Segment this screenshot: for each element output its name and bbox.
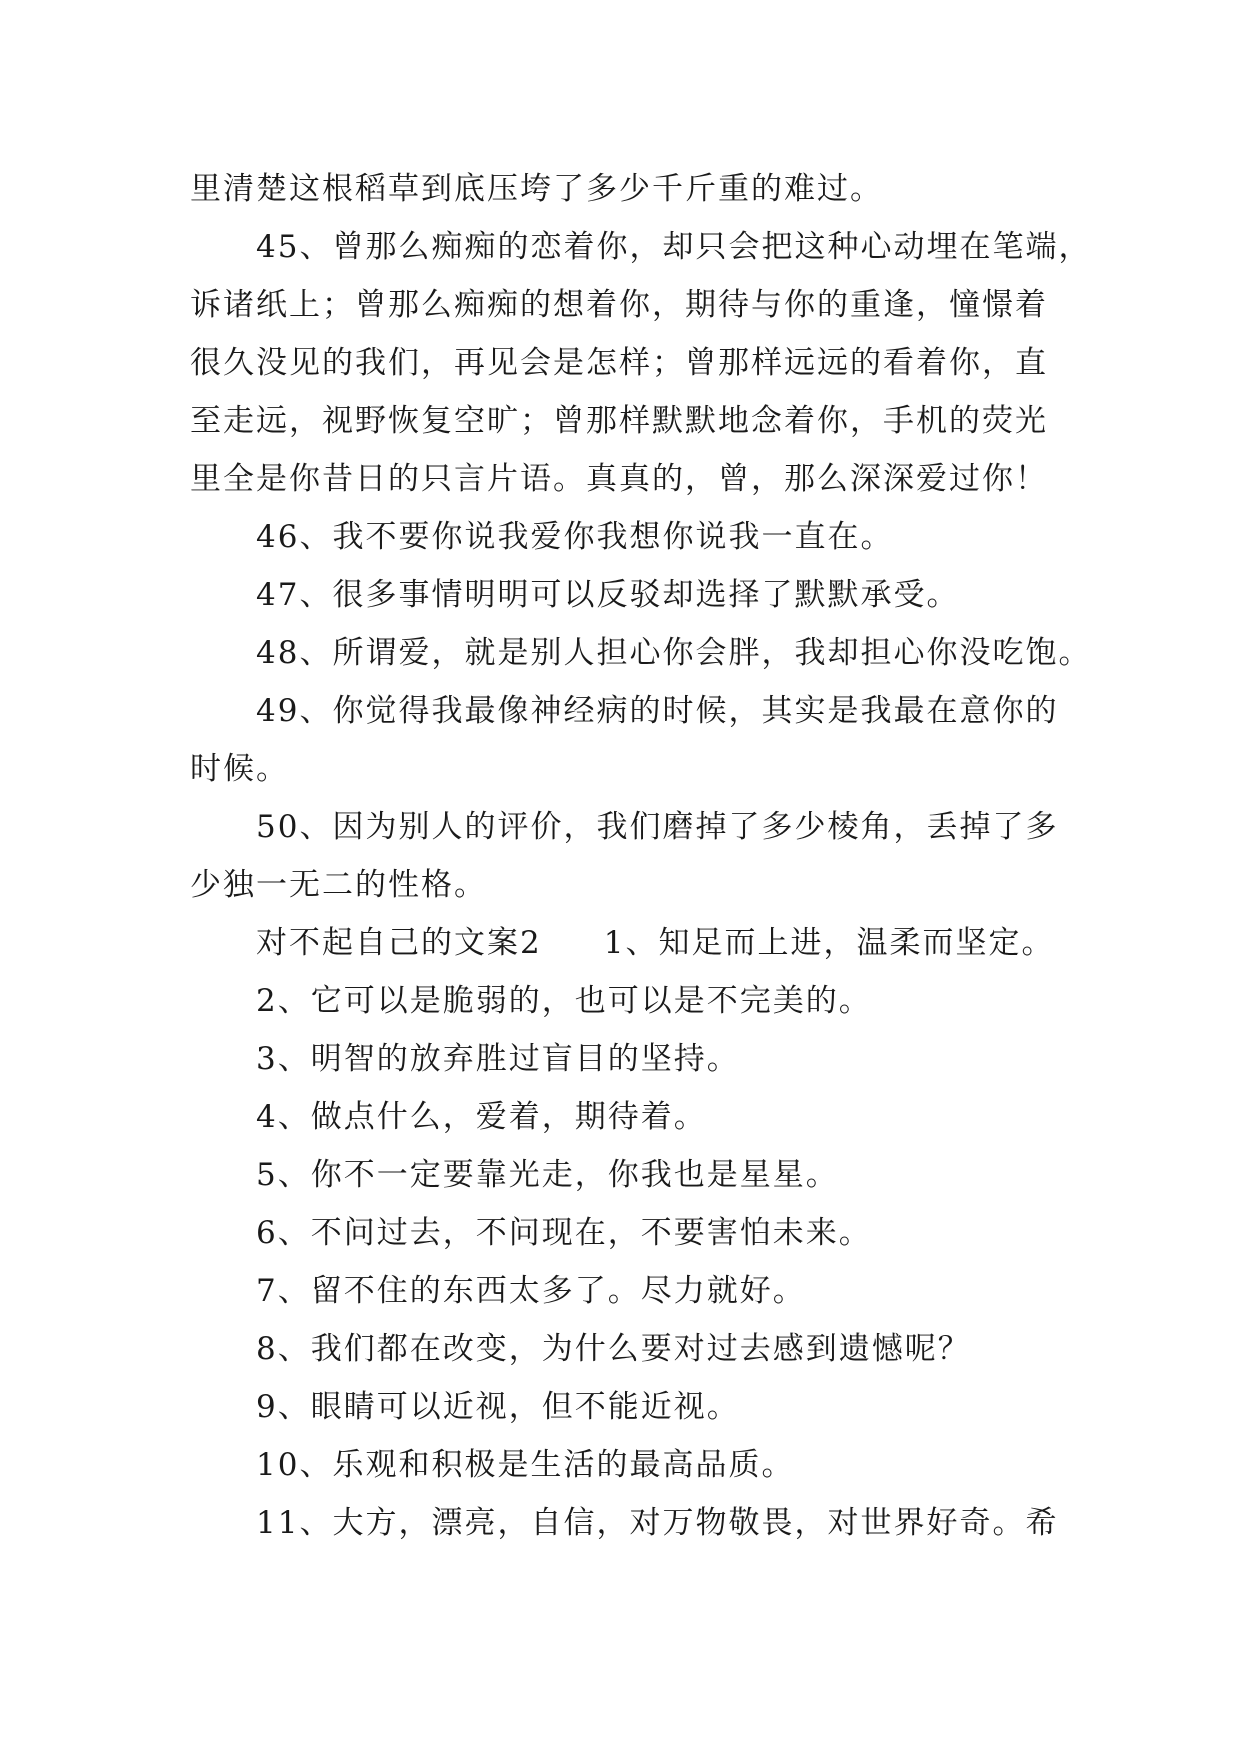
paragraph-line: 诉诸纸上；曾那么痴痴的想着你，期待与你的重逢，憧憬着 bbox=[190, 287, 1048, 323]
list-item: 1、知足而上进，温柔而坚定。 bbox=[603, 925, 1055, 961]
document-body bbox=[190, 160, 1090, 1552]
list-item: 8、我们都在改变，为什么要对过去感到遗憾呢？ bbox=[256, 1331, 971, 1367]
paragraph-line: 时候。 bbox=[190, 751, 289, 787]
paragraph-line: 45、曾那么痴痴的恋着你，却只会把这种心动埋在笔端， bbox=[256, 229, 1092, 265]
list-item: 10、乐观和积极是生活的最高品质。 bbox=[256, 1447, 795, 1483]
paragraph-line: 49、你觉得我最像神经病的时候，其实是我最在意你的 bbox=[256, 693, 1059, 729]
paragraph-line: 至走远，视野恢复空旷；曾那样默默地念着你，手机的荧光 bbox=[190, 403, 1048, 439]
paragraph-line: 48、所谓爱，就是别人担心你会胖，我却担心你没吃饱。 bbox=[256, 635, 1092, 671]
paragraph-line: 47、很多事情明明可以反驳却选择了默默承受。 bbox=[256, 577, 960, 613]
list-item: 6、不问过去，不问现在，不要害怕未来。 bbox=[256, 1215, 872, 1251]
list-item: 3、明智的放弃胜过盲目的坚持。 bbox=[256, 1041, 740, 1077]
paragraph-line: 46、我不要你说我爱你我想你说我一直在。 bbox=[256, 519, 894, 555]
paragraph-line: 50、因为别人的评价，我们磨掉了多少棱角，丢掉了多 bbox=[256, 809, 1059, 845]
list-item: 4、做点什么，爱着，期待着。 bbox=[256, 1099, 707, 1135]
list-item: 5、你不一定要靠光走，你我也是星星。 bbox=[256, 1157, 839, 1193]
paragraph-line: 很久没见的我们，再见会是怎样；曾那样远远的看着你，直 bbox=[190, 345, 1048, 381]
list-item: 7、留不住的东西太多了。尽力就好。 bbox=[256, 1273, 806, 1309]
list-item: 11、大方，漂亮，自信，对万物敬畏，对世界好奇。希 bbox=[256, 1505, 1059, 1541]
list-item: 2、它可以是脆弱的，也可以是不完美的。 bbox=[256, 983, 872, 1019]
paragraph-line: 里清楚这根稻草到底压垮了多少千斤重的难过。 bbox=[190, 171, 883, 207]
paragraph-line: 少独一无二的性格。 bbox=[190, 867, 487, 903]
paragraph-line: 里全是你昔日的只言片语。真真的，曾，那么深深爱过你！ bbox=[190, 461, 1048, 497]
list-item: 9、眼睛可以近视，但不能近视。 bbox=[256, 1389, 740, 1425]
section-heading-line bbox=[190, 914, 1090, 972]
section-title: 对不起自己的文案2 bbox=[256, 925, 542, 961]
